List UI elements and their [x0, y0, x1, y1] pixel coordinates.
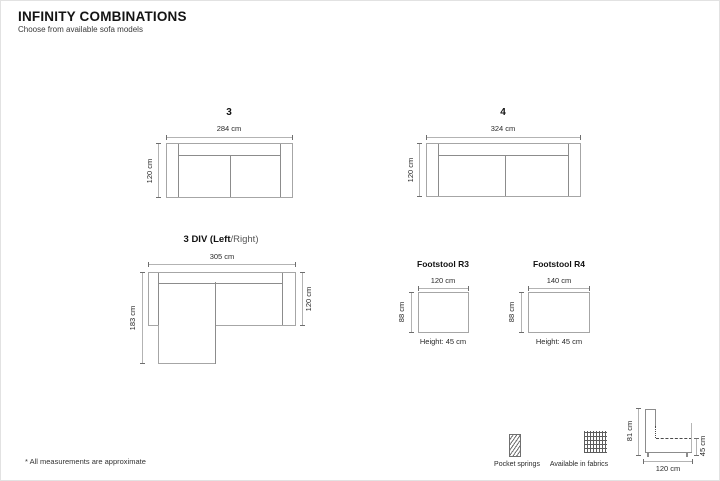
- profile-front-edge-line: [691, 423, 692, 452]
- sofa4-depth-dimension-line: [417, 143, 422, 197]
- sofa3-depth-dimension-line: [156, 143, 161, 198]
- footstool-r4-height-label: Height: 45 cm: [535, 337, 583, 346]
- footstool-r3-height-label: Height: 45 cm: [419, 337, 467, 346]
- sofa3div-topview-chaise: [158, 325, 216, 364]
- profile-back-height-dimension-line: [636, 408, 641, 456]
- sofa3-width-dimension-line: [166, 135, 293, 140]
- sofa3div-model-label-bold: 3 DIV (Left: [183, 234, 231, 245]
- sofa3div-model-label-light: /Right): [230, 234, 259, 245]
- sofa3div-backrest-line: [158, 283, 283, 284]
- sofa3div-total-depth-label: 183 cm: [128, 305, 137, 331]
- measurements-footnote: * All measurements are approximate: [25, 457, 146, 466]
- sofa4-left-armrest-line: [438, 144, 439, 196]
- sofa3div-topview-main: [148, 272, 296, 326]
- footstool-r3-title: Footstool R3: [417, 259, 469, 269]
- page-title: INFINITY COMBINATIONS: [18, 9, 187, 24]
- footstool-r3-topview: [418, 292, 469, 333]
- sofa4-right-armrest-line: [568, 144, 569, 196]
- footstool-r3-depth-label: 88 cm: [397, 301, 406, 323]
- footstool-r4-topview: [528, 292, 590, 333]
- sofa3div-right-armrest-line: [282, 273, 283, 325]
- footstool-r4-depth-dimension-line: [519, 292, 524, 333]
- sofa4-width-label: 324 cm: [490, 124, 516, 133]
- profile-seat-height-label: 45 cm: [698, 435, 707, 457]
- sofa3div-width-dimension-line: [148, 262, 296, 267]
- profile-back-inner-dotted-line: [655, 426, 656, 438]
- sofa4-depth-label: 120 cm: [406, 157, 415, 183]
- sofa4-seat-divider-line: [505, 155, 506, 196]
- sofa3div-model-label: [121, 234, 321, 245]
- profile-seat-dashed-line: [656, 438, 692, 439]
- sofa4-backrest-line: [438, 155, 569, 156]
- profile-back-height-label: 81 cm: [625, 420, 634, 442]
- fabric-swatch-icon: [584, 431, 607, 453]
- sofa3-right-armrest-line: [280, 144, 281, 197]
- sofa3-width-label: 284 cm: [216, 124, 242, 133]
- sofa3div-chaise-divider-line: [215, 282, 216, 364]
- profile-front-leg: [647, 453, 649, 457]
- sofa4-model-label: 4: [500, 107, 506, 118]
- sofa3div-width-label: 305 cm: [209, 252, 235, 261]
- footstool-r4-width-dimension-line: [528, 286, 590, 291]
- pocket-springs-label: Pocket springs: [494, 461, 540, 468]
- footstool-r4-depth-label: 88 cm: [507, 301, 516, 323]
- sofa3div-total-depth-dimension-line: [140, 272, 145, 364]
- profile-rear-leg: [686, 453, 688, 457]
- profile-back-outer-line: [645, 409, 646, 453]
- profile-base-line: [645, 452, 692, 453]
- profile-depth-label: 120 cm: [655, 464, 681, 473]
- footstool-r4-title: Footstool R4: [533, 259, 585, 269]
- footstool-r3-width-dimension-line: [418, 286, 469, 291]
- footstool-r3-width-label: 120 cm: [430, 276, 456, 285]
- sofa3-left-armrest-line: [178, 144, 179, 197]
- footstool-r4-width-label: 140 cm: [546, 276, 572, 285]
- sofa4-width-dimension-line: [426, 135, 581, 140]
- sofa3div-left-armrest-line: [158, 273, 159, 325]
- sofa3-seat-divider-line: [230, 155, 231, 197]
- sofa3div-sofa-depth-label: 120 cm: [304, 286, 313, 312]
- sofa3-depth-label: 120 cm: [145, 158, 154, 184]
- sofa4-topview: [426, 143, 581, 197]
- sofa3-topview: [166, 143, 293, 198]
- sofa3-model-label: 3: [226, 107, 232, 118]
- page-subtitle: Choose from available sofa models: [18, 25, 143, 34]
- fabrics-label: Available in fabrics: [549, 461, 609, 468]
- footstool-r3-depth-dimension-line: [409, 292, 414, 333]
- profile-back-inner-line: [655, 409, 656, 426]
- pocket-springs-icon: [509, 434, 521, 457]
